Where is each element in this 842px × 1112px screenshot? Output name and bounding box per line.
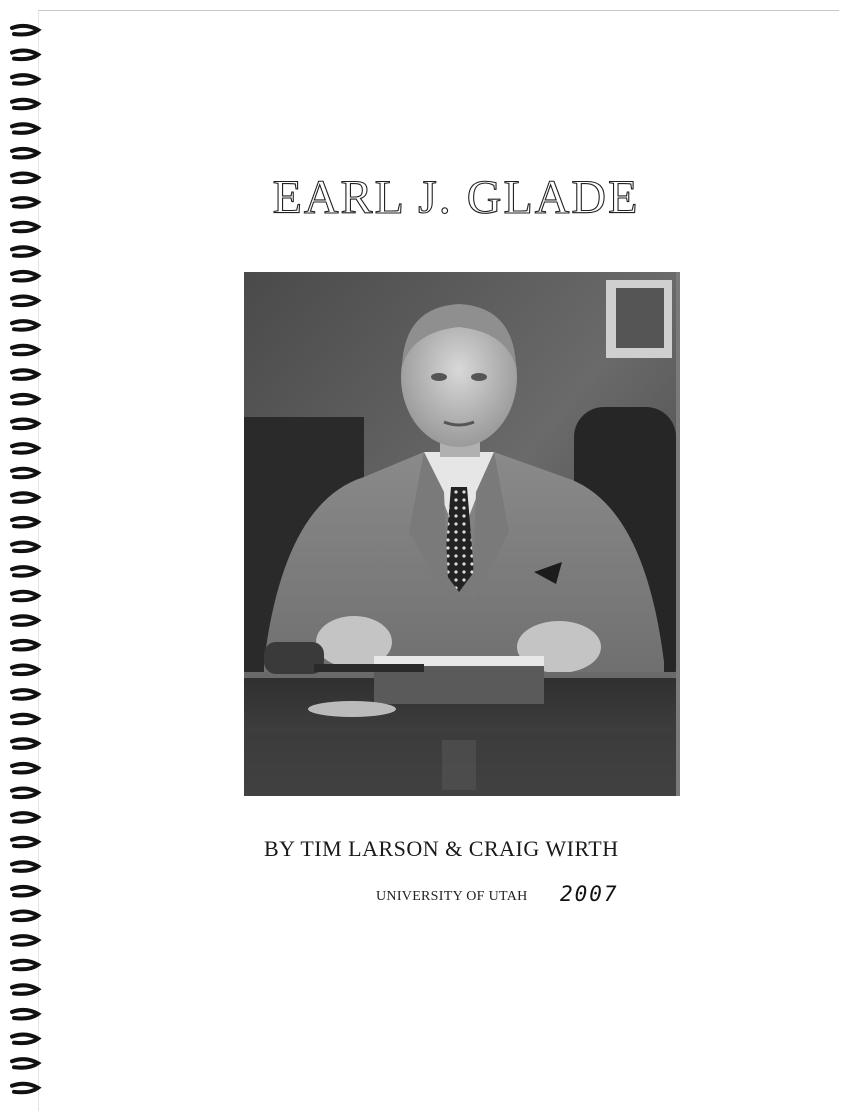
binding-coil bbox=[12, 395, 38, 404]
binding-coil bbox=[12, 1035, 38, 1044]
binding-coil bbox=[12, 124, 38, 133]
byline: BY TIM LARSON & CRAIG WIRTH bbox=[264, 836, 619, 861]
book-title: EARL J. GLADE bbox=[272, 171, 640, 224]
binding-coil bbox=[12, 1010, 38, 1019]
binding-coil bbox=[12, 813, 38, 822]
institution: UNIVERSITY OF UTAH bbox=[376, 889, 528, 904]
binding-coil bbox=[12, 666, 38, 675]
binding-coil bbox=[12, 346, 38, 355]
binding-coil bbox=[12, 518, 38, 527]
binding-coil bbox=[12, 715, 38, 724]
binding-coil bbox=[12, 936, 38, 945]
binding-coil bbox=[12, 961, 38, 970]
binding-coil bbox=[12, 592, 38, 601]
binding-coil bbox=[12, 543, 38, 552]
binding-coil bbox=[12, 297, 38, 306]
binding-coil bbox=[12, 912, 38, 921]
binding-coil bbox=[12, 370, 38, 379]
portrait-photo bbox=[244, 272, 680, 796]
binding-coil bbox=[12, 887, 38, 896]
binding-coil bbox=[12, 641, 38, 650]
binding-coil bbox=[12, 420, 38, 429]
binding-coil bbox=[12, 444, 38, 453]
binding-coil bbox=[12, 469, 38, 478]
binding-coil bbox=[12, 789, 38, 798]
binding-coil bbox=[12, 26, 38, 35]
binding-coil bbox=[12, 616, 38, 625]
binding-coil bbox=[12, 75, 38, 84]
binding-coil bbox=[12, 100, 38, 109]
binding-coil bbox=[12, 51, 38, 60]
binding-coil bbox=[12, 247, 38, 256]
binding-coil bbox=[12, 1084, 38, 1093]
binding-coil bbox=[12, 321, 38, 330]
binding-coil bbox=[12, 862, 38, 871]
binding-coil bbox=[12, 493, 38, 502]
portrait-illustration bbox=[244, 272, 676, 796]
binding-coil bbox=[12, 690, 38, 699]
binding-coil bbox=[12, 838, 38, 847]
binding-coil bbox=[12, 149, 38, 158]
handwritten-year: 2007 bbox=[560, 882, 619, 906]
binding-coil bbox=[12, 567, 38, 576]
binding-coil bbox=[12, 764, 38, 773]
binding-coil bbox=[12, 1059, 38, 1068]
binding-coil bbox=[12, 985, 38, 994]
binding-coil bbox=[12, 739, 38, 748]
binding-coil bbox=[12, 272, 38, 281]
